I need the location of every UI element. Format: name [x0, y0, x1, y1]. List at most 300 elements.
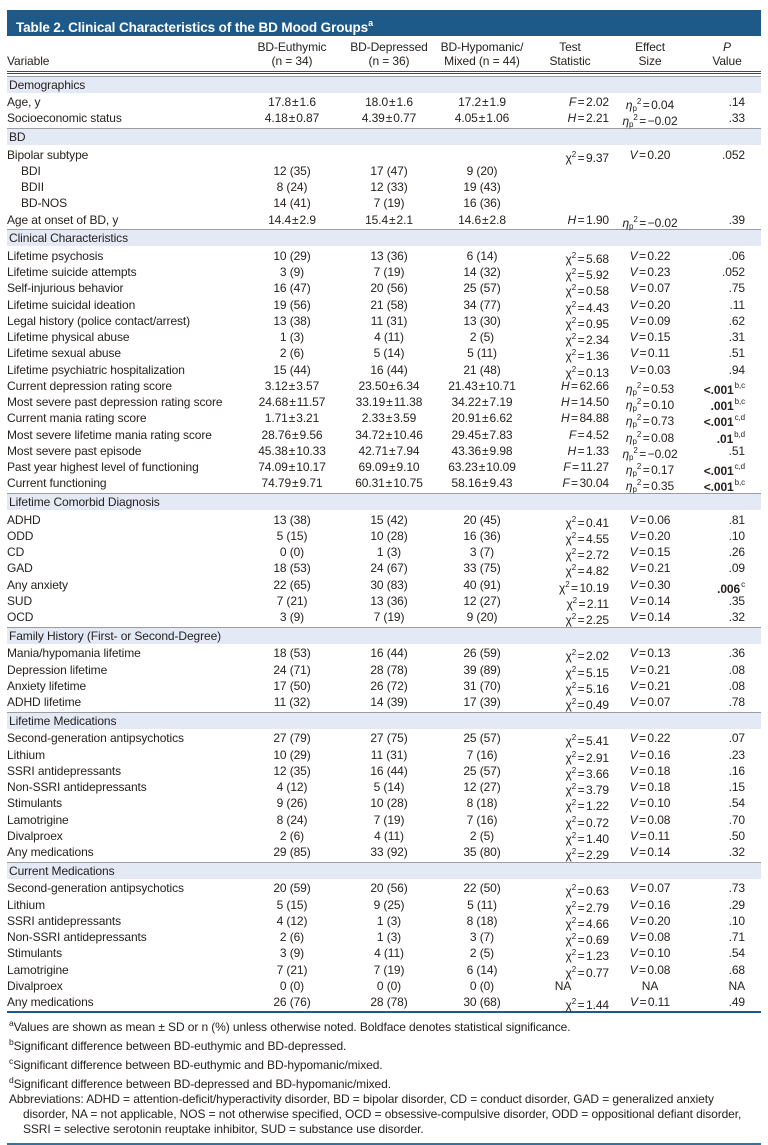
cell-p-value [687, 195, 767, 211]
cell-p-value: NA [728, 978, 745, 993]
cell-bd-depressed: 7 (19) [373, 812, 405, 827]
cell-p-value: .31 [728, 330, 745, 344]
cell-variable: BDII [21, 180, 44, 194]
cell-effect-size: V = 0.14 [629, 845, 671, 859]
cell-bd-hypomanic: 2 (5) [469, 828, 495, 843]
cell-effect-size: V = 0.08 [629, 812, 671, 827]
cell-variable: Age, y [7, 95, 41, 109]
table-row [7, 313, 761, 329]
cell-test-statistic: $\chi^2 = 0.77$ [565, 964, 609, 980]
cell-bd-euthymic: 0 (0) [279, 978, 305, 993]
cell-bd-hypomanic: 58.16±9.43 [451, 476, 513, 491]
cell-bd-euthymic: 18 (53) [273, 561, 311, 576]
cell-bd-euthymic: 4 (12) [276, 780, 308, 794]
cell-bd-depressed: 24 (67) [370, 561, 408, 576]
cell-bd-euthymic: 13 (38) [273, 313, 311, 328]
cell-variable: CD [7, 545, 25, 559]
cell-bd-hypomanic: 25 (57) [463, 281, 501, 296]
cell-bd-depressed: 28 (78) [370, 662, 408, 677]
cell-bd-hypomanic: 7 (16) [466, 812, 498, 827]
cell-bd-depressed: 13 (36) [370, 593, 408, 608]
cell-test-statistic: $\chi^2 = 0.63$ [565, 883, 609, 899]
cell-test-statistic: H = 1.90 [567, 212, 609, 227]
cell-effect-size [613, 195, 687, 211]
table-row [7, 345, 761, 364]
cell-bd-euthymic: 3 (9) [279, 610, 305, 624]
cell-bd-euthymic: 10 (29) [273, 747, 311, 762]
table-row [7, 662, 761, 678]
cell-effect-size: V = 0.21 [629, 662, 671, 677]
footnote-marker: a [9, 1018, 14, 1029]
table-row [7, 528, 761, 544]
cell-bd-euthymic: 17 (50) [273, 678, 311, 693]
table-row [7, 212, 761, 231]
cell-effect-size: $\eta p^2 = 0.04$ [625, 97, 675, 113]
cell-bd-hypomanic: 39 (89) [463, 662, 501, 677]
cell-test-statistic: H = 14.50 [560, 395, 609, 409]
cell-effect-size: V = 0.16 [629, 897, 671, 912]
cell-test-statistic: $\chi^2 = 5.68$ [565, 250, 609, 266]
cell-test-statistic: $\chi^2 = 1.23$ [565, 948, 609, 964]
cell-bd-depressed: 15 (42) [370, 512, 408, 527]
cell-p-value: .29 [728, 897, 745, 912]
cell-p-value: .06 [728, 248, 745, 263]
cell-p-value: .68 [728, 962, 745, 977]
table-row [7, 880, 761, 899]
cell-p-value: .62 [728, 313, 745, 328]
cell-effect-size: V = 0.20 [629, 147, 671, 162]
table-row [7, 394, 761, 413]
cell-variable: Lithium [7, 897, 45, 912]
cell-variable: Any medications [7, 845, 94, 859]
cell-test-statistic: NA [554, 978, 572, 993]
cell-bd-euthymic: 19 (56) [273, 297, 311, 312]
cell-p-value: .052 [722, 147, 745, 162]
table-row [7, 378, 761, 397]
footnote-marker: b [9, 1037, 14, 1048]
cell-bd-depressed: 18.0±1.6 [365, 95, 413, 109]
cell-effect-size: V = 0.20 [629, 297, 671, 312]
cell-bd-depressed: 9 (25) [373, 897, 405, 912]
cell-bd-depressed: 7 (19) [373, 962, 405, 977]
cell-effect-size: V = 0.15 [629, 545, 671, 559]
table-title: Table 2. Clinical Characteristics of the BD Mood Groups$^a$ [16, 18, 373, 35]
cell-test-statistic: $\chi^2 = 3.79$ [565, 782, 609, 797]
cell-bd-hypomanic: 12 (27) [463, 780, 501, 794]
table-row [7, 763, 761, 779]
table-body [7, 76, 761, 1011]
cell-variable: Current mania rating score [7, 411, 147, 426]
cell-bd-depressed: 1 (3) [376, 545, 402, 559]
cell-variable: GAD [7, 561, 33, 576]
table-row [7, 795, 761, 814]
cell-effect-size: V = 0.22 [629, 248, 671, 263]
cell-bd-depressed: 10 (28) [370, 796, 408, 811]
cell-bd-euthymic: 22 (65) [273, 577, 311, 592]
section-header: Demographics [7, 76, 761, 93]
cell-p-value: .006$^c$ [717, 579, 745, 596]
cell-test-statistic: $\chi^2 = 0.58$ [565, 283, 609, 299]
cell-effect-size: V = 0.14 [629, 593, 671, 608]
cell-p-value: .09 [728, 561, 745, 576]
cell-p-value: .54 [728, 946, 745, 961]
cell-p-value: .50 [728, 828, 745, 843]
cell-bd-hypomanic: 16 (36) [463, 196, 501, 211]
cell-bd-euthymic: 13 (38) [273, 512, 311, 527]
cell-bd-depressed: 10 (28) [370, 528, 408, 543]
cell-bd-euthymic: 26 (76) [273, 995, 311, 1009]
cell-effect-size [613, 163, 687, 179]
cell-bd-euthymic: 8 (24) [276, 812, 308, 827]
table-row [7, 443, 761, 462]
cell-effect-size: V = 0.15 [629, 330, 671, 344]
cell-variable: Stimulants [7, 796, 63, 811]
cell-bd-euthymic: 15 (44) [273, 362, 311, 377]
cell-test-statistic: $\chi^2 = 0.13$ [565, 364, 609, 380]
cell-bd-depressed: 4 (11) [374, 330, 404, 344]
cell-variable: Lifetime suicide attempts [7, 265, 137, 279]
cell-effect-size: V = 0.13 [629, 646, 671, 661]
section-header: BD [7, 128, 761, 145]
cell-bd-depressed: 69.09±9.10 [358, 460, 420, 474]
cell-bd-hypomanic: 9 (20) [466, 610, 498, 624]
cell-bd-hypomanic: 16 (36) [463, 528, 501, 543]
cell-p-value: .08 [728, 662, 745, 677]
cell-effect-size: $\eta p^2 = 0.08$ [625, 429, 675, 446]
table-row [7, 730, 761, 749]
cell-bd-hypomanic: 3 (7) [469, 930, 495, 944]
cell-bd-depressed: 28 (78) [370, 995, 408, 1009]
cell-effect-size: V = 0.20 [629, 913, 671, 928]
cell-variable: Lamotrigine [7, 962, 69, 977]
cell-bd-euthymic: 12 (35) [273, 163, 311, 178]
cell-effect-size: V = 0.11 [630, 995, 670, 1009]
cell-variable: Non-SSRI antidepressants [7, 930, 147, 944]
cell-variable: ODD [7, 528, 34, 543]
cell-bd-depressed: 5 (14) [373, 780, 405, 794]
cell-bd-depressed: 16 (44) [370, 362, 408, 377]
cell-test-statistic: $\chi^2 = 0.41$ [565, 514, 609, 530]
cell-bd-hypomanic: 63.23±10.09 [448, 460, 516, 474]
cell-bd-hypomanic: 34 (77) [463, 297, 501, 312]
cell-test-statistic: $\chi^2 = 4.66$ [565, 915, 609, 931]
cell-variable: Most severe past depression rating score [7, 395, 223, 409]
cell-p-value: .78 [728, 695, 745, 709]
cell-bd-depressed: 12 (33) [370, 180, 408, 194]
cell-effect-size: V = 0.10 [629, 796, 671, 811]
table-row [7, 94, 761, 113]
cell-variable: Lithium [7, 747, 45, 762]
cell-p-value: .39 [728, 212, 745, 227]
cell-bd-depressed: 21 (58) [370, 297, 408, 312]
col-p-value: P Value [712, 40, 742, 68]
cell-test-statistic: F = 2.02 [568, 95, 609, 109]
cell-bd-hypomanic: 19 (43) [463, 180, 501, 194]
section-header: Lifetime Comorbid Diagnosis [7, 493, 761, 510]
cell-p-value: .10 [728, 528, 745, 543]
cell-variable: Lifetime psychosis [7, 248, 104, 263]
cell-variable: Second-generation antipsychotics [7, 731, 184, 746]
cell-effect-size: V = 0.14 [629, 610, 671, 624]
cell-test-statistic: $\chi^2 = 4.55$ [565, 530, 609, 546]
cell-bd-euthymic: 1.71±3.21 [264, 411, 320, 426]
cell-bd-hypomanic: 21.43±10.71 [448, 378, 516, 393]
table-row [7, 179, 761, 195]
cell-p-value: $<.001^{b,c}$ [703, 380, 745, 397]
cell-bd-depressed: 16 (44) [370, 646, 408, 661]
table-row [7, 362, 761, 378]
table-row [7, 195, 761, 211]
cell-variable: SUD [7, 593, 33, 608]
cell-bd-depressed: 4 (11) [374, 828, 404, 843]
table-title-bar [7, 10, 761, 36]
cell-bd-depressed: 60.31±10.75 [355, 476, 423, 491]
cell-bd-depressed: 7 (19) [373, 265, 405, 279]
cell-p-value [687, 163, 767, 179]
cell-p-value: .32 [728, 845, 745, 859]
cell-p-value: .16 [728, 763, 745, 778]
table-row [7, 147, 761, 163]
cell-bd-euthymic: 12 (35) [273, 763, 311, 778]
cell-effect-size: V = 0.08 [629, 962, 671, 977]
cell-variable: Any anxiety [7, 577, 68, 592]
cell-effect-size: NA [641, 978, 659, 993]
cell-bd-depressed: 42.71±7.94 [358, 443, 420, 458]
cell-effect-size: V = 0.21 [629, 561, 671, 576]
cell-p-value: .70 [728, 812, 745, 827]
cell-p-value: .33 [728, 111, 745, 126]
cell-test-statistic: $\chi^2 = 2.34$ [565, 332, 609, 347]
cell-effect-size [613, 179, 687, 195]
cell-bd-euthymic: 14.4±2.9 [268, 212, 316, 227]
cell-bd-depressed: 14 (39) [370, 695, 408, 709]
cell-bd-hypomanic: 14 (32) [463, 265, 501, 279]
cell-test-statistic: H = 62.66 [560, 378, 609, 393]
section-header: Family History (First- or Second-Degree) [7, 627, 761, 644]
cell-p-value: .11 [729, 297, 745, 312]
cell-test-statistic: $\chi^2 = 5.15$ [565, 664, 609, 680]
table-row [7, 593, 761, 609]
table-row [7, 577, 761, 596]
cell-bd-depressed: 20 (56) [370, 881, 408, 896]
cell-test-statistic: $\chi^2 = 1.44$ [565, 997, 609, 1012]
cell-p-value: .26 [728, 545, 745, 559]
cell-bd-euthymic: 3 (9) [279, 946, 305, 961]
cell-effect-size: V = 0.07 [629, 881, 671, 896]
cell-effect-size: V = 0.10 [629, 946, 671, 961]
cell-test-statistic: H = 2.21 [567, 111, 609, 126]
cell-bd-euthymic: 29 (85) [273, 845, 311, 859]
cell-p-value: .23 [728, 747, 745, 762]
table-row [7, 645, 761, 664]
footnote: $^b$Significant difference between BD-euthymic and BD-depressed. [9, 1037, 347, 1054]
cell-bd-euthymic: 9 (26) [276, 796, 308, 811]
cell-bd-hypomanic: 22 (50) [463, 881, 501, 896]
footnote: $^a$Values are shown as mean ± SD or n (%) unless otherwise noted. Boldface denotes statistical significance. [9, 1018, 571, 1035]
cell-variable: SSRI antidepressants [7, 913, 122, 928]
cell-variable: ADHD [7, 512, 41, 527]
cell-bd-depressed: 33.19±11.38 [355, 395, 423, 409]
table-row [7, 747, 761, 763]
cell-bd-hypomanic: 7 (16) [466, 747, 498, 762]
cell-test-statistic: $\chi^2 = 0.49$ [565, 697, 609, 712]
cell-bd-hypomanic: 6 (14) [466, 248, 498, 263]
cell-variable: Past year highest level of functioning [7, 460, 199, 474]
table-row [7, 297, 761, 313]
table-row [7, 929, 761, 945]
table-row [7, 994, 761, 1010]
cell-test-statistic: $\chi^2 = 3.66$ [565, 765, 609, 781]
cell-variable: Mania/hypomania lifetime [7, 646, 141, 661]
table-row [7, 828, 761, 844]
cell-effect-size: V = 0.03 [629, 362, 671, 377]
cell-variable: SSRI antidepressants [7, 763, 122, 778]
cell-test-statistic: F = 30.04 [562, 476, 609, 491]
table-row [7, 459, 761, 478]
cell-p-value: .94 [728, 362, 745, 377]
cell-test-statistic: $\chi^2 = 5.16$ [565, 680, 609, 696]
cell-effect-size: V = 0.22 [629, 731, 671, 746]
table-row [7, 779, 761, 795]
cell-bd-euthymic: 2 (6) [279, 346, 305, 361]
cell-bd-depressed: 0 (0) [376, 978, 402, 993]
table-row [7, 678, 761, 694]
footnote: $^d$Significant difference between BD-depressed and BD-hypomanic/mixed. [9, 1075, 391, 1092]
cell-variable: Most severe lifetime mania rating score [7, 427, 212, 442]
cell-variable: Lamotrigine [7, 812, 69, 827]
cell-variable: Non-SSRI antidepressants [7, 780, 147, 794]
cell-effect-size: $\eta p^2 = -0.02$ [622, 445, 678, 462]
cell-bd-depressed: 16 (44) [370, 763, 408, 778]
cell-bd-depressed: 1 (3) [376, 913, 402, 928]
cell-bd-depressed: 34.72±10.46 [355, 427, 423, 442]
cell-variable: BD-NOS [21, 196, 68, 211]
cell-bd-hypomanic: 30 (68) [463, 995, 501, 1009]
cell-bd-hypomanic: 9 (20) [466, 163, 498, 178]
section-header: Lifetime Medications [7, 712, 761, 729]
cell-test-statistic: H = 84.88 [560, 411, 609, 426]
cell-bd-euthymic: 11 (32) [273, 695, 311, 709]
cell-test-statistic: $\chi^2 = 2.11$ [566, 595, 609, 611]
cell-bd-hypomanic: 20 (45) [463, 512, 501, 527]
cell-test-statistic: H = 1.33 [567, 443, 609, 458]
cell-test-statistic: $\chi^2 = 1.36$ [565, 348, 609, 364]
cell-bd-euthymic: 1 (3) [279, 330, 305, 344]
cell-p-value: $<.001^{c,d}$ [703, 413, 745, 430]
cell-bd-euthymic: 8 (24) [276, 180, 308, 194]
cell-variable: BDI [21, 163, 41, 178]
cell-p-value: .54 [728, 796, 745, 811]
cell-bd-hypomanic: 43.36±9.98 [451, 443, 513, 458]
cell-bd-hypomanic: 2 (5) [469, 330, 495, 344]
table-row [7, 264, 761, 280]
cell-test-statistic: $\chi^2 = 2.02$ [565, 648, 609, 664]
cell-variable: Second-generation antipsychotics [7, 881, 184, 896]
cell-variable: Most severe past episode [7, 443, 142, 458]
cell-test-statistic: $\chi^2 = 2.79$ [565, 899, 609, 915]
cell-test-statistic [527, 179, 613, 195]
cell-bd-hypomanic: 33 (75) [463, 561, 501, 576]
cell-p-value: .08 [728, 678, 745, 693]
cell-bd-hypomanic: 12 (27) [463, 593, 501, 608]
cell-bd-euthymic: 27 (79) [273, 731, 311, 746]
cell-test-statistic: $\chi^2 = 2.29$ [565, 847, 609, 862]
cell-bd-euthymic: 74.09±10.17 [258, 460, 326, 474]
cell-bd-depressed: 4 (11) [374, 946, 404, 961]
cell-bd-depressed: 11 (31) [370, 747, 408, 762]
cell-bd-hypomanic: 29.45±7.83 [451, 427, 513, 442]
cell-test-statistic: $\chi^2 = 0.72$ [565, 814, 609, 830]
cell-bd-euthymic: 2 (6) [279, 930, 305, 944]
footnote-marker: d [9, 1075, 14, 1086]
cell-bd-euthymic: 7 (21) [276, 962, 308, 977]
cell-test-statistic: $\chi^2 = 0.69$ [565, 932, 609, 947]
cell-p-value: .75 [728, 281, 745, 296]
cell-bd-depressed: 2.33±3.59 [361, 411, 417, 426]
cell-bd-depressed: 33 (92) [370, 845, 408, 859]
cell-variable: OCD [7, 610, 34, 624]
cell-bd-euthymic: 45.38±10.33 [258, 443, 326, 458]
cell-test-statistic: $\chi^2 = 4.82$ [565, 563, 609, 579]
cell-test-statistic: F = 11.27 [563, 460, 609, 474]
table-row [7, 978, 761, 994]
cell-p-value: .49 [728, 995, 745, 1009]
cell-variable: Current functioning [7, 476, 107, 491]
cell-variable: Lifetime physical abuse [7, 330, 130, 344]
cell-bd-depressed: 7 (19) [373, 196, 405, 211]
footnote-marker: c [9, 1056, 14, 1067]
cell-bd-depressed: 26 (72) [370, 678, 408, 693]
col-variable: Variable [7, 54, 50, 68]
cell-effect-size: $\eta p^2 = 0.35$ [625, 478, 675, 495]
cell-bd-depressed: 5 (14) [373, 346, 405, 361]
cell-variable: ADHD lifetime [7, 695, 82, 709]
cell-bd-euthymic: 4.18±0.87 [264, 111, 320, 126]
section-header: Current Medications [7, 862, 761, 879]
cell-effect-size: V = 0.16 [629, 747, 671, 762]
cell-bd-hypomanic: 14.6±2.8 [458, 212, 506, 227]
column-header-row [7, 40, 761, 74]
cell-bd-depressed: 15.4±2.1 [365, 212, 413, 227]
cell-p-value: .35 [728, 593, 745, 608]
table-row [7, 962, 761, 978]
cell-p-value: .36 [728, 646, 745, 661]
cell-bd-euthymic: 5 (15) [276, 528, 308, 543]
cell-bd-euthymic: 24.68±11.57 [258, 395, 326, 409]
cell-p-value: .15 [728, 780, 745, 794]
cell-effect-size: V = 0.07 [629, 281, 671, 296]
cell-test-statistic: $\chi^2 = 1.22$ [565, 798, 609, 814]
table-row [7, 329, 761, 345]
cell-p-value: $<.001^{c,d}$ [703, 462, 745, 478]
cell-bd-depressed: 4.39±0.77 [361, 111, 417, 126]
cell-bd-hypomanic: 17.2±1.9 [458, 95, 506, 109]
cell-p-value: .01$^{b,d}$ [716, 429, 745, 446]
table-row [7, 812, 761, 828]
cell-effect-size: V = 0.08 [629, 930, 671, 944]
table-row [7, 945, 761, 964]
cell-bd-euthymic: 74.79±9.71 [261, 476, 323, 491]
cell-effect-size: V = 0.23 [629, 265, 671, 279]
cell-effect-size: V = 0.06 [629, 512, 671, 527]
cell-p-value: .32 [728, 610, 745, 624]
cell-bd-hypomanic: 21 (48) [463, 362, 501, 377]
cell-bd-depressed: 30 (83) [370, 577, 408, 592]
cell-variable: Divalproex [7, 978, 63, 993]
cell-variable: Divalproex [7, 828, 63, 843]
cell-p-value: .14 [728, 95, 745, 109]
cell-bd-depressed: 23.50±6.34 [358, 378, 420, 393]
